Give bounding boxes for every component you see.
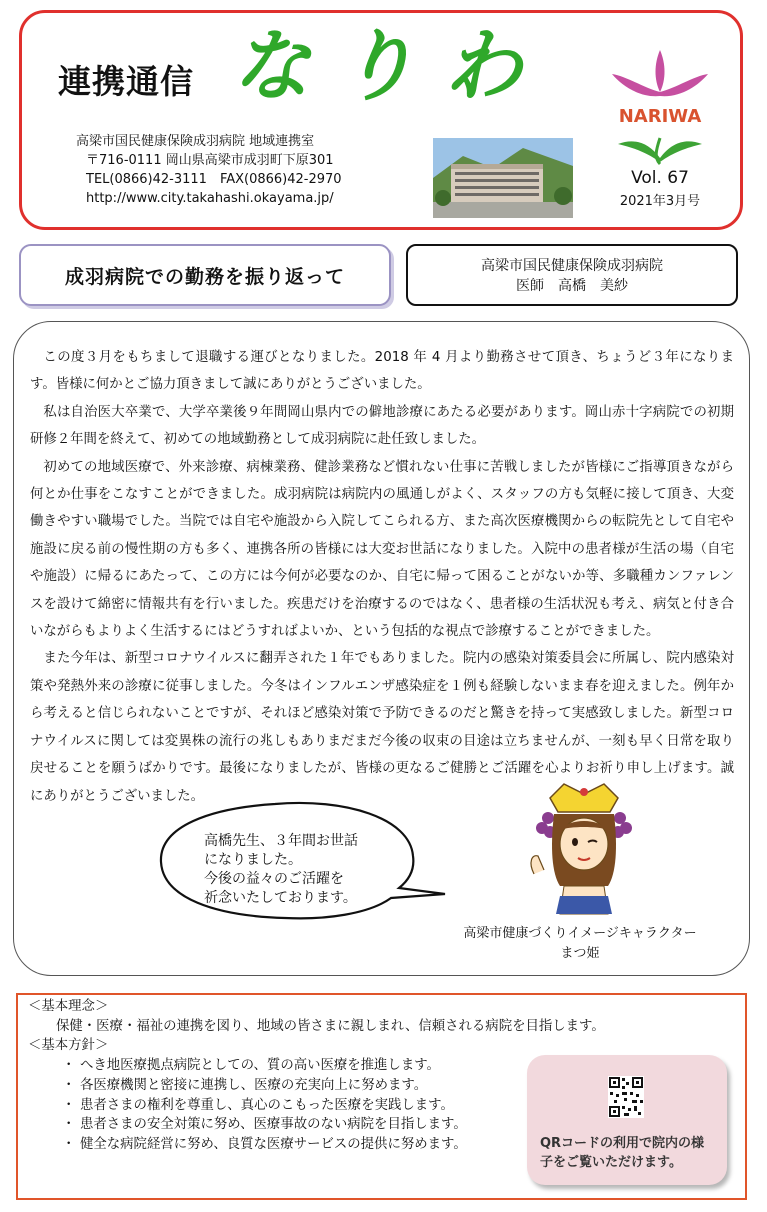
bubble-line: 高橋先生、３年間お世話	[204, 833, 358, 849]
bubble-line: 今後の益々のご活躍を	[204, 871, 344, 887]
mascot-caption	[430, 924, 730, 964]
policy-item: ・ へき地医療拠点病院としての、質の高い医療を推進します。	[66, 1056, 605, 1076]
policy-heading: ＜基本方針＞	[28, 1038, 109, 1054]
phone-line: TEL(0866)42-3111 FAX(0866)42-2970	[86, 172, 342, 187]
author-name: 医師 高橋 美紗	[516, 278, 628, 294]
article-paragraph: 私は自治医大卒業で、大学卒業後９年間岡山県内での僻地診療にあたる必要があります。岡山赤十字病院での初期研修２年間を終えて、初めての地域勤務として成羽病院に赴任致しました。	[30, 404, 734, 448]
qr-line: QRコードの利用で院内の様	[540, 1136, 705, 1151]
issue-volume: Vol. 67	[631, 168, 689, 188]
qr-description	[540, 1134, 720, 1172]
org-line: 高梁市国民健康保険成羽病院 地域連携室	[76, 134, 315, 149]
policy-item: ・ 健全な病院経営に努め、良質な医療サービスの提供に努めます。	[66, 1135, 605, 1155]
article-paragraph: また今年は、新型コロナウイルスに翻弄された１年でもありました。院内の感染対策委員会に所属し、院内感染対策や発熱外来の診療に従事しました。今冬はインフルエンザ感染症を１例も経験しないまま春を迎えました。例年から考えると信じられないことですが、それほど感染対策で予防できるのだと驚きを持って実感致しました。新型コロナウイルスに関しては変異株の流行の兆しもありまだまだ今後の収束の目途は立ちませんが、一刻も早く日常を取り戻せることを願うばかりです。最後になりましたが、皆様の更なるご健勝とご活躍を心よりお祈り申し上げます。誠にありがとうございました。	[30, 651, 734, 804]
author-box	[406, 244, 738, 306]
mascot-name: まつ姫	[560, 946, 600, 961]
newsletter-name: なりわ	[232, 21, 551, 112]
matsuhime-mascot	[520, 778, 648, 918]
philosophy-text: 保健・医療・福祉の連携を図り、地域の皆さまに親しまれ、信頼される病院を目指します。	[56, 1018, 605, 1034]
postal-line: 〒716-0111 岡山県高梁市成羽町下原301	[86, 153, 334, 168]
policy-section	[28, 997, 605, 1155]
article-title: 成羽病院での勤務を振り返って	[19, 244, 391, 306]
article-body	[30, 344, 734, 810]
philosophy-heading: ＜基本理念＞	[28, 999, 109, 1014]
bubble-line: になりました。	[204, 852, 302, 868]
bubble-text	[204, 832, 358, 908]
contact-block	[72, 132, 342, 208]
author-org: 高梁市国民健康保険成羽病院	[481, 258, 663, 274]
newsletter-title: 連携通信	[58, 62, 194, 101]
issue-date: 2021年3月号	[619, 194, 701, 209]
policy-item: ・ 患者さまの安全対策に努め、医療事故のない病院を目指します。	[66, 1115, 605, 1135]
article-paragraph: 初めての地域医療で、外来診療、病棟業務、健診業務など慣れない仕事に苦戦しましたが皆様にご指導頂きながら何とか仕事をこなすことができました。成羽病院は病院内の風通しがよく、スタッフの方も気軽に接して頂き、大変働きやすい職場でした。当院では自宅や施設から入院してこられる方、また高次医療機関からの転院先として自宅や施設に戻る前の慢性期の方も多く、連携各所の皆様には大変お世話になりました。入院中の患者様が生活の場（自宅や施設）に帰るにあたって、この方には今何が必要なのか、自宅に帰って困ることがないか等、多職種カンファレンスを設けて綿密に情報共有を行いました。疾患だけを治療するのではなく、患者様の生活状況も考え、病気と付き合いながらもよりよく生活するにはどうすればよいか、という包括的な視点で診療することができました。	[30, 459, 734, 640]
policy-item: ・ 各医療機関と密接に連携し、医療の充実向上に努めます。	[66, 1076, 605, 1096]
mascot-caption-line: 高梁市健康づくりイメージキャラクター	[463, 926, 697, 941]
hospital-photo	[433, 138, 573, 218]
article-paragraph: この度３月をもちまして退職する運びとなりました。2018 年 4 月より勤務させて頂き、ちょうど３年になります。皆様に何かとご協力頂きまして誠にありがとうございました。	[30, 350, 734, 393]
policy-item: ・ 患者さまの権利を尊重し、真心のこもった医療を実践します。	[66, 1096, 605, 1116]
policy-list	[28, 1056, 605, 1155]
qr-line: 子をご覧いただけます。	[540, 1155, 682, 1170]
url-link[interactable]: http://www.city.takahashi.okayama.jp/	[86, 191, 334, 206]
bubble-line: 祈念いたしております。	[204, 890, 357, 906]
qr-code-icon[interactable]	[608, 1076, 644, 1118]
logo-wordmark: NARIWA	[618, 106, 702, 127]
